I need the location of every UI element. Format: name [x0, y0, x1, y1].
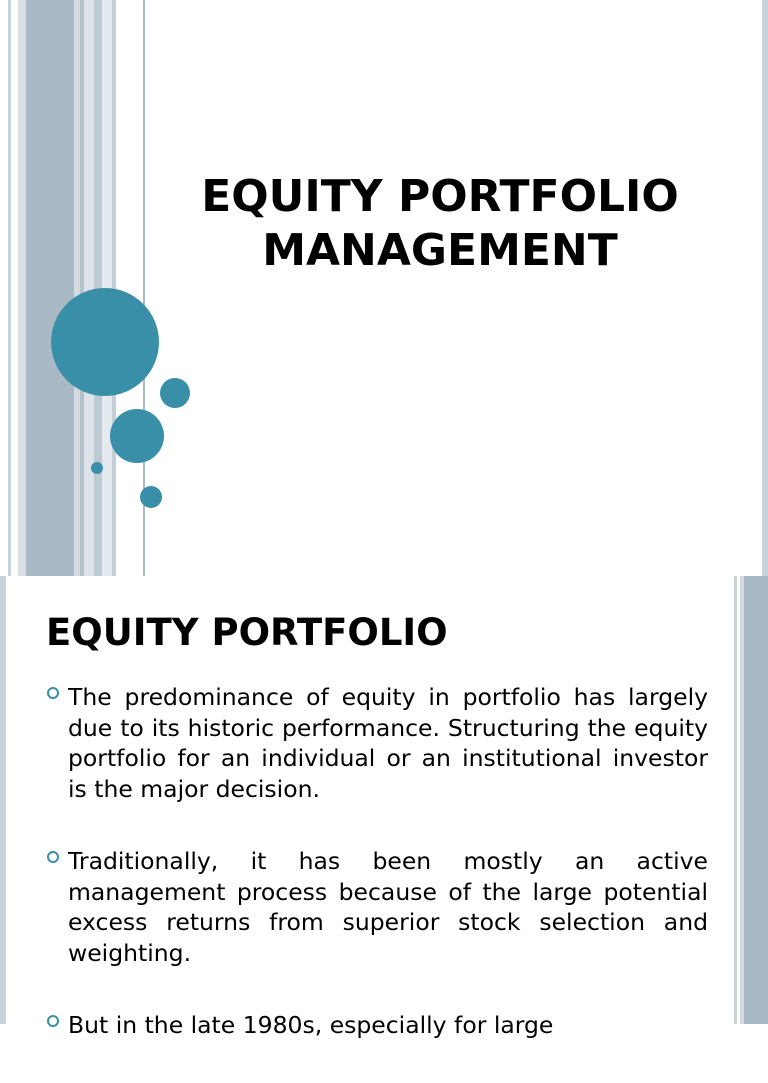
slide-title-line: MANAGEMENT	[262, 225, 618, 276]
slide-edge	[762, 0, 768, 576]
decorative-stripes	[728, 576, 768, 1024]
slide-title-line: EQUITY PORTFOLIO	[201, 171, 679, 222]
hollow-circle-icon	[47, 851, 59, 863]
large-bubble-icon	[51, 288, 159, 396]
bullet-text: Traditionally, it has been mostly an active management process because of the large potential excess returns from superior stock selection and weighting.	[68, 847, 708, 967]
bullet-text: The predominance of equity in portfolio has largely due to its historic performance. Structuring the equity portfolio for an individual or an institutional investor is the major decision.	[68, 683, 708, 803]
slide-edge	[0, 576, 6, 1024]
small-bubble-icon	[140, 486, 162, 508]
list-item	[46, 1010, 708, 1041]
small-bubble-icon	[160, 378, 190, 408]
tiny-bubble-icon	[91, 462, 103, 474]
list-item	[46, 846, 708, 968]
list-item	[46, 682, 708, 804]
slide-title	[170, 170, 710, 278]
bullet-text: But in the late 1980s, especially for large	[68, 1011, 554, 1039]
bullet-list	[46, 682, 708, 1083]
hollow-circle-icon	[47, 1015, 59, 1027]
slide-heading: EQUITY PORTFOLIO	[46, 611, 448, 654]
hollow-circle-icon	[47, 687, 59, 699]
content-slide	[0, 576, 768, 1039]
decorative-bubbles	[40, 280, 240, 520]
medium-bubble-icon	[110, 409, 164, 463]
